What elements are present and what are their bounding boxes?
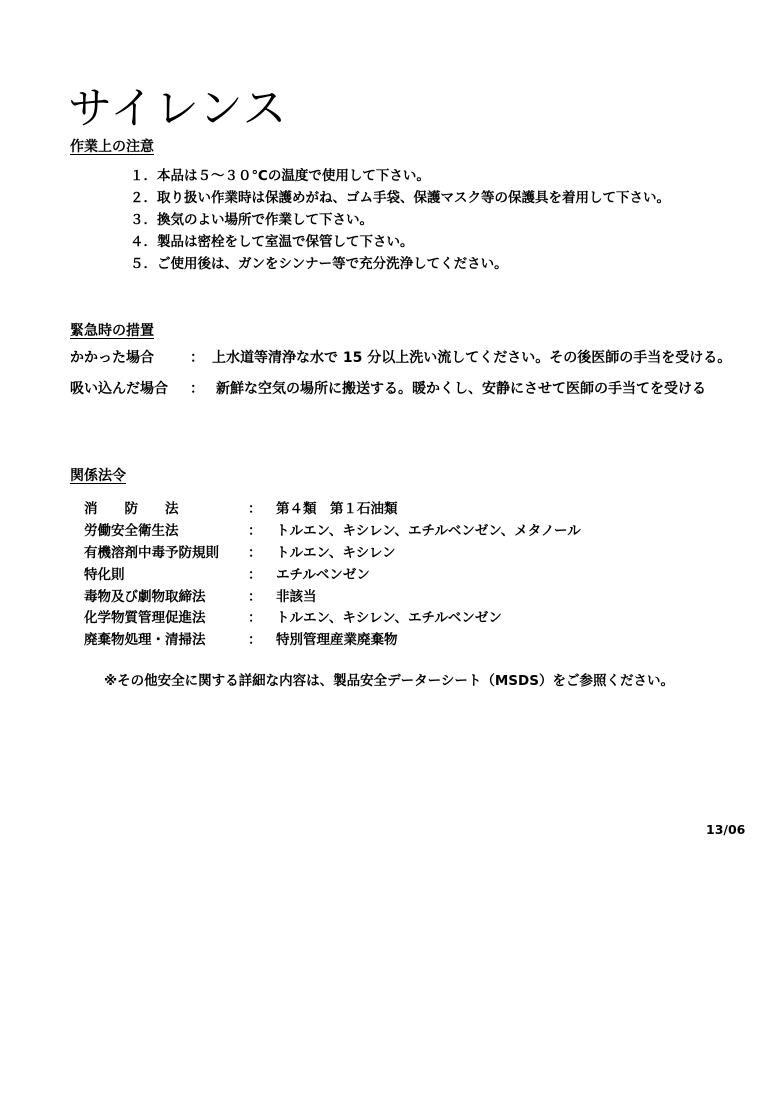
emergency-label-inhalation: 吸い込んだ場合: [70, 381, 168, 397]
law-colon: ：: [248, 610, 262, 626]
caution-item-3: ３．換気のよい場所で作業して下さい。: [130, 212, 373, 228]
law-name: 消 防 法: [84, 501, 179, 517]
emergency-colon: ：: [190, 381, 204, 397]
caution-item-4: ４．製品は密栓をして室温で保管して下さい。: [130, 234, 414, 250]
emergency-colon: ：: [190, 350, 204, 366]
emergency-text-inhalation: 新鮮な空気の場所に搬送する。暖かくし、安静にさせて医師の手当てを受ける: [216, 381, 706, 397]
law-colon: ：: [248, 589, 262, 605]
law-value: 非該当: [276, 589, 317, 605]
law-value: トルエン、キシレン、エチルベンゼン、メタノール: [276, 523, 581, 539]
msds-note: ※その他安全に関する詳細な内容は、製品安全データーシート（MSDS）をご参照ください。: [104, 673, 674, 689]
emergency-text-contact: 上水道等清浄な水で 15 分以上洗い流してください。その後医師の手当を受ける。: [212, 350, 732, 366]
law-value: エチルベンゼン: [276, 567, 370, 583]
law-colon: ：: [248, 545, 262, 561]
law-name: 化学物質管理促進法: [84, 610, 206, 626]
caution-item-5: ５．ご使用後は、ガンをシンナー等で充分洗浄してください。: [130, 256, 508, 272]
law-name: 労働安全衛生法: [84, 523, 179, 539]
caution-item-1: １．本品は５～３０℃の温度で使用して下さい。: [130, 168, 430, 184]
law-value: 第４類 第１石油類: [276, 501, 398, 517]
cautions-heading: 作業上の注意: [70, 139, 154, 155]
law-colon: ：: [248, 632, 262, 648]
page-title: サイレンス: [68, 83, 288, 134]
law-colon: ：: [248, 567, 262, 583]
law-value: 特別管理産業廃棄物: [276, 632, 398, 648]
law-name: 特化則: [84, 567, 125, 583]
footer-code: 13/06: [706, 822, 746, 837]
caution-item-2: ２．取り扱い作業時は保護めがね、ゴム手袋、保護マスク等の保護具を着用して下さい。: [130, 190, 670, 206]
law-value: トルエン、キシレン: [276, 545, 396, 561]
law-name: 有機溶剤中毒予防規則: [84, 545, 219, 561]
law-value: トルエン、キシレン、エチルベンゼン: [276, 610, 502, 626]
law-colon: ：: [248, 523, 262, 539]
law-name: 廃棄物処理・清掃法: [84, 632, 206, 648]
emergency-label-contact: かかった場合: [70, 350, 154, 366]
law-colon: ：: [248, 501, 262, 517]
laws-heading: 関係法令: [70, 468, 126, 484]
law-name: 毒物及び劇物取締法: [84, 589, 206, 605]
emergency-heading: 緊急時の措置: [70, 323, 154, 339]
